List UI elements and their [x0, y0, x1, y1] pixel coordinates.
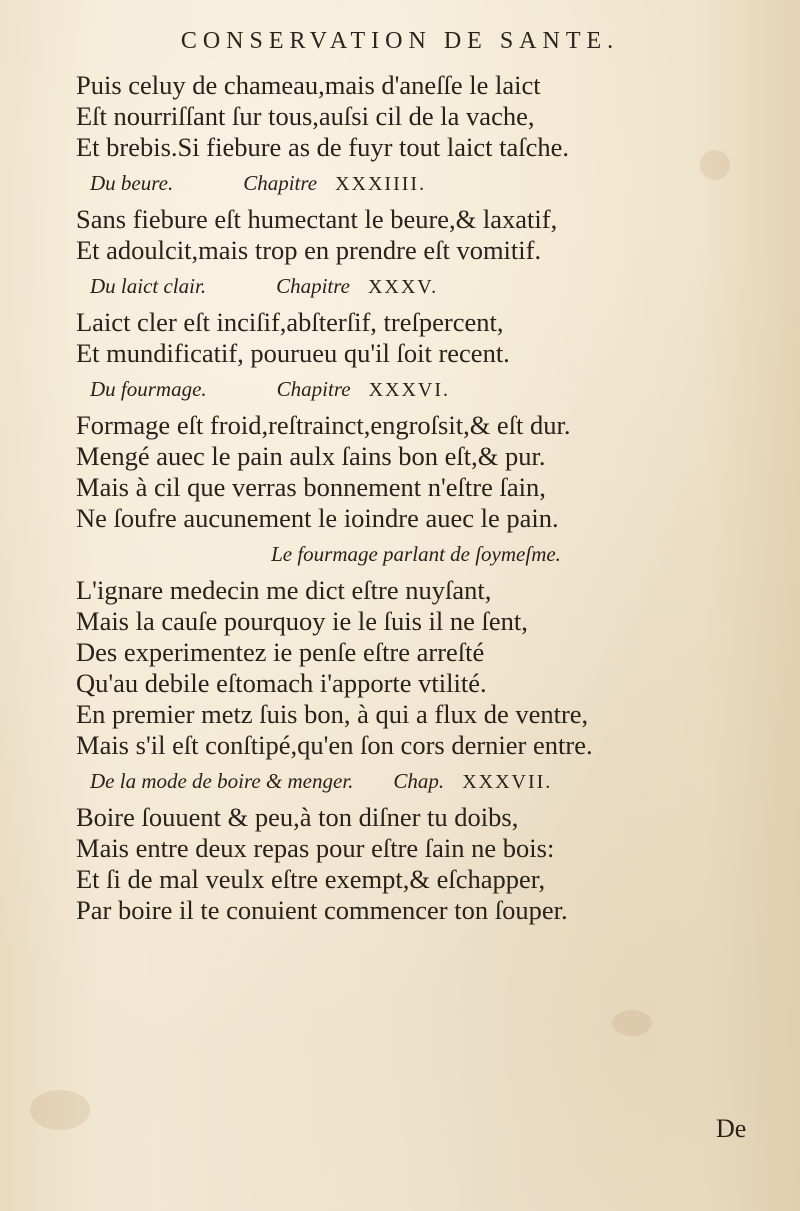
verse-line: Laict cler eſt inciſif,abſterſif, treſpercent,	[76, 307, 504, 337]
chapter-title: Du laict clair.	[90, 274, 207, 298]
verse-line: Puis celuy de chameau,mais d'aneſſe le laict	[76, 70, 541, 100]
chapter-heading	[76, 369, 756, 410]
verse-line: Mais la cauſe pourquoy ie le ſuis il ne ſent,	[76, 606, 528, 636]
verse-line: Ne ſoufre aucunement le ioindre auec le pain.	[76, 503, 559, 533]
chapter-label: Chapitre	[243, 171, 318, 195]
verse-line: Mengé auec le pain aulx ſains bon eſt,& pur.	[76, 441, 546, 471]
chapter-heading	[76, 163, 756, 204]
chapter-label: Chap.	[393, 769, 445, 793]
verse-line: Mais à cil que verras bonnement n'eſtre ſain,	[76, 472, 546, 502]
verse-line: En premier metz ſuis bon, à qui a flux de ventre,	[76, 699, 589, 729]
chapter-title: Du fourmage.	[90, 377, 207, 401]
foxing-stain	[30, 1090, 90, 1130]
verse-line: Mais s'il eſt conſtipé,qu'en ſon cors dernier entre.	[76, 730, 593, 760]
body-text	[76, 70, 756, 926]
chapter-label: Chapitre	[276, 274, 350, 298]
verse-line: Et mundificatif, pourueu qu'il ſoit recent.	[76, 338, 510, 368]
chapter-label: Chapitre	[276, 377, 351, 401]
chapter-title: De la mode de boire & menger.	[90, 769, 354, 793]
verse-line: Boire ſouuent & peu,à ton diſner tu doibs,	[76, 802, 519, 832]
section-heading: Le fourmage parlant de ſoymeſme.	[271, 542, 561, 566]
chapter-heading	[76, 761, 756, 802]
verse-line: Et ſi de mal veulx eſtre exempt,& eſchapper,	[76, 864, 546, 894]
verse-line: Des experimentez ie penſe eſtre arreſté	[76, 637, 485, 667]
chapter-heading	[76, 266, 756, 307]
verse-line: L'ignare medecin me dict eſtre nuyſant,	[76, 575, 492, 605]
foxing-stain	[612, 1010, 652, 1036]
chapter-number: XXXVI.	[368, 379, 450, 401]
verse-line: Mais entre deux repas pour eſtre ſain ne bois:	[76, 833, 555, 863]
verse-line: Par boire il te conuient commencer ton ſouper.	[76, 895, 568, 925]
catchword: De	[716, 1114, 747, 1143]
chapter-number: XXXV.	[367, 276, 439, 298]
chapter-number: XXXIIII.	[335, 173, 427, 195]
verse-line: Eſt nourriſſant ſur tous,auſsi cil de la vache,	[76, 101, 535, 131]
verse-line: Formage eſt froid,reſtrainct,engroſsit,& eſt dur.	[76, 410, 571, 440]
running-head: CONSERVATION DE SANTE.	[180, 28, 620, 54]
verse-line: Sans fiebure eſt humectant le beure,& laxatif,	[76, 204, 558, 234]
verse-line: Qu'au debile eſtomach i'apporte vtilité.	[76, 668, 487, 698]
chapter-title: Du beure.	[90, 171, 174, 195]
chapter-number: XXXVII.	[462, 771, 553, 793]
verse-line: Et brebis.Si fiebure as de fuyr tout laict taſche.	[76, 132, 570, 162]
verse-line: Et adoulcit,mais trop en prendre eſt vomitif.	[76, 235, 542, 265]
